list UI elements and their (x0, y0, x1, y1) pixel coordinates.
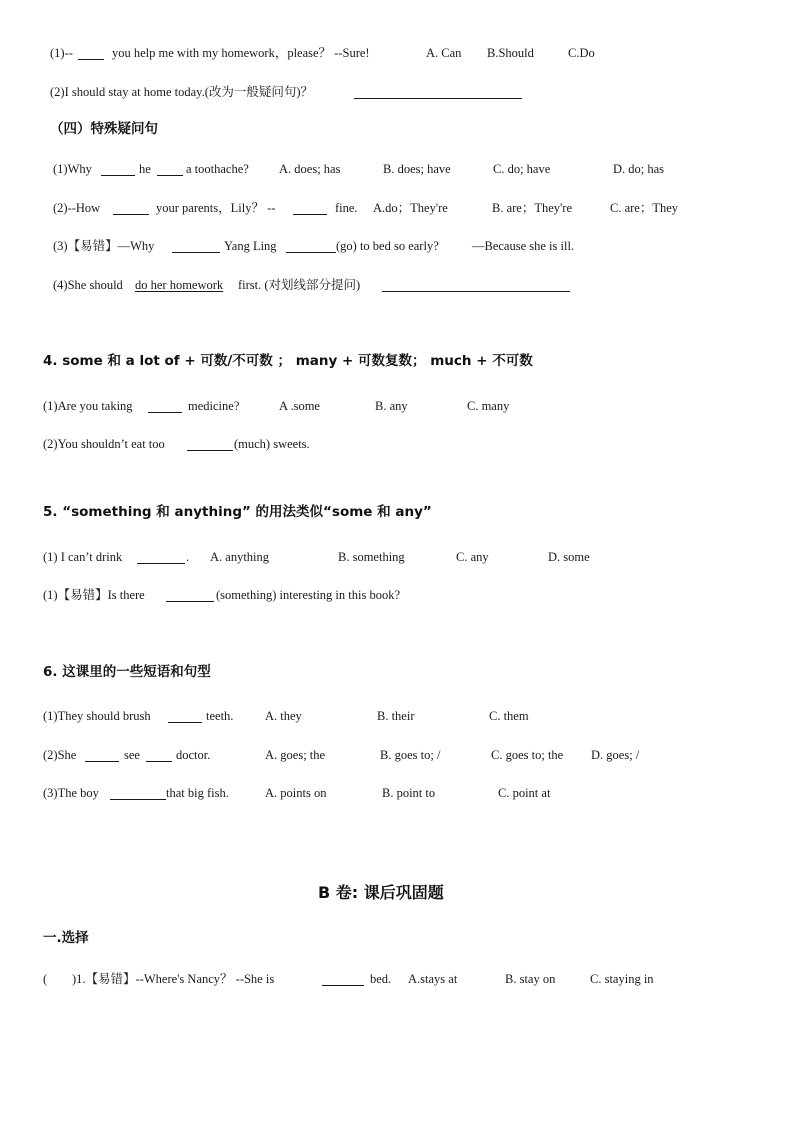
question-tail: . (186, 550, 190, 564)
answer-text: —Because she is ill. (472, 239, 575, 253)
option-c: C. point at (498, 786, 551, 800)
option-c: C. many (467, 399, 510, 413)
option-a: A.do；They're (373, 201, 448, 215)
question-tail: that big fish. (166, 786, 229, 800)
question-prefix: (3)The boy (43, 786, 99, 800)
option-b: B. point to (382, 786, 436, 800)
answer-blank[interactable] (322, 985, 364, 986)
question-prefix: )1.【易错】--Where's Nancy？ --She is (72, 972, 275, 986)
option-b: B. does; have (383, 162, 451, 176)
question-mid: your parents，Lily？ -- (156, 201, 276, 215)
answer-blank[interactable] (78, 59, 104, 60)
option-b: B. stay on (505, 972, 556, 986)
option-c: C. are；They (610, 201, 679, 215)
question-mid: see (124, 748, 140, 762)
option-a: A. does; has (279, 162, 341, 176)
part-title: B 卷: 课后巩固题 (318, 883, 444, 902)
option-a: A. goes; the (265, 748, 326, 762)
question-prefix: (3)【易错】—Why (53, 239, 155, 253)
question-tail: (go) to bed so early? (336, 239, 439, 253)
question-mid: Yang Ling (224, 239, 277, 253)
question-tail: teeth. (206, 709, 234, 723)
underlined-phrase: do her homework (135, 278, 224, 292)
question-prefix: (1)Why (53, 162, 92, 176)
answer-blank[interactable] (187, 450, 233, 451)
option-d: D. goes; / (591, 748, 640, 762)
section-heading: （四）特殊疑问句 (50, 121, 158, 137)
section-heading: 一.选择 (43, 930, 89, 946)
section-heading: 6. 这课里的一些短语和句型 (43, 664, 211, 680)
option-a: A. they (265, 709, 302, 723)
question-prefix: (2)--How (53, 201, 101, 215)
option-a: A .some (279, 399, 320, 413)
option-c: C. them (489, 709, 529, 723)
answer-blank[interactable] (101, 175, 135, 176)
answer-blank[interactable] (85, 761, 119, 762)
answer-blank[interactable] (146, 761, 172, 762)
question-prefix: (2)She (43, 748, 77, 762)
answer-blank[interactable] (382, 291, 570, 292)
answer-blank[interactable] (137, 563, 185, 564)
option-a: A. Can (426, 46, 462, 60)
option-a: A. points on (265, 786, 327, 800)
option-b: B.Should (487, 46, 534, 60)
answer-blank[interactable] (168, 722, 202, 723)
question-prefix: (1)【易错】Is there (43, 588, 145, 602)
answer-blank[interactable] (148, 412, 182, 413)
answer-paren: ( (43, 972, 48, 986)
section-heading: 5. “something 和 anything” 的用法类似“some 和 any” (43, 504, 432, 520)
question-tail: (much) sweets. (234, 437, 310, 451)
option-c: C. staying in (590, 972, 654, 986)
option-d: D. some (548, 550, 590, 564)
question-tail: medicine? (188, 399, 240, 413)
question-text: (2)I should stay at home today.(改为一般疑问句)？ (50, 85, 314, 99)
question-tail: fine. (335, 201, 358, 215)
option-c: C. goes to; the (491, 748, 564, 762)
answer-blank[interactable] (293, 214, 327, 215)
option-a: A.stays at (408, 972, 458, 986)
question-tail: a toothache? (186, 162, 249, 176)
answer-blank[interactable] (354, 98, 522, 99)
option-c: C.Do (568, 46, 595, 60)
question-prefix: (1)They should brush (43, 709, 151, 723)
answer-blank[interactable] (110, 799, 166, 800)
question-mid: he (139, 162, 151, 176)
question-stem: you help me with my homework，please？ --Sure! (112, 46, 370, 60)
section-heading: 4. some 和 a lot of + 可数/不可数 ； many + 可数复数； much + 不可数 (43, 353, 533, 369)
option-c: C. do; have (493, 162, 551, 176)
option-c: C. any (456, 550, 489, 564)
option-b: B. something (338, 550, 405, 564)
answer-blank[interactable] (286, 252, 336, 253)
answer-blank[interactable] (166, 601, 214, 602)
question-prefix: (1)Are you taking (43, 399, 133, 413)
question-prefix: (1)-- (50, 46, 73, 60)
option-b: B. any (375, 399, 408, 413)
question-tail: first. (对划线部分提问) (238, 278, 361, 292)
question-tail: bed. (370, 972, 392, 986)
option-b: B. their (377, 709, 415, 723)
option-d: D. do; has (613, 162, 665, 176)
option-a: A. anything (210, 550, 270, 564)
question-tail: (something) interesting in this book? (216, 588, 401, 602)
answer-blank[interactable] (157, 175, 183, 176)
question-prefix: (4)She should (53, 278, 123, 292)
answer-blank[interactable] (113, 214, 149, 215)
question-prefix: (2)You shouldn’t eat too (43, 437, 165, 451)
question-prefix: (1) I can’t drink (43, 550, 123, 564)
option-b: B. are；They're (492, 201, 572, 215)
answer-blank[interactable] (172, 252, 220, 253)
question-tail: doctor. (176, 748, 211, 762)
option-b: B. goes to; / (380, 748, 441, 762)
